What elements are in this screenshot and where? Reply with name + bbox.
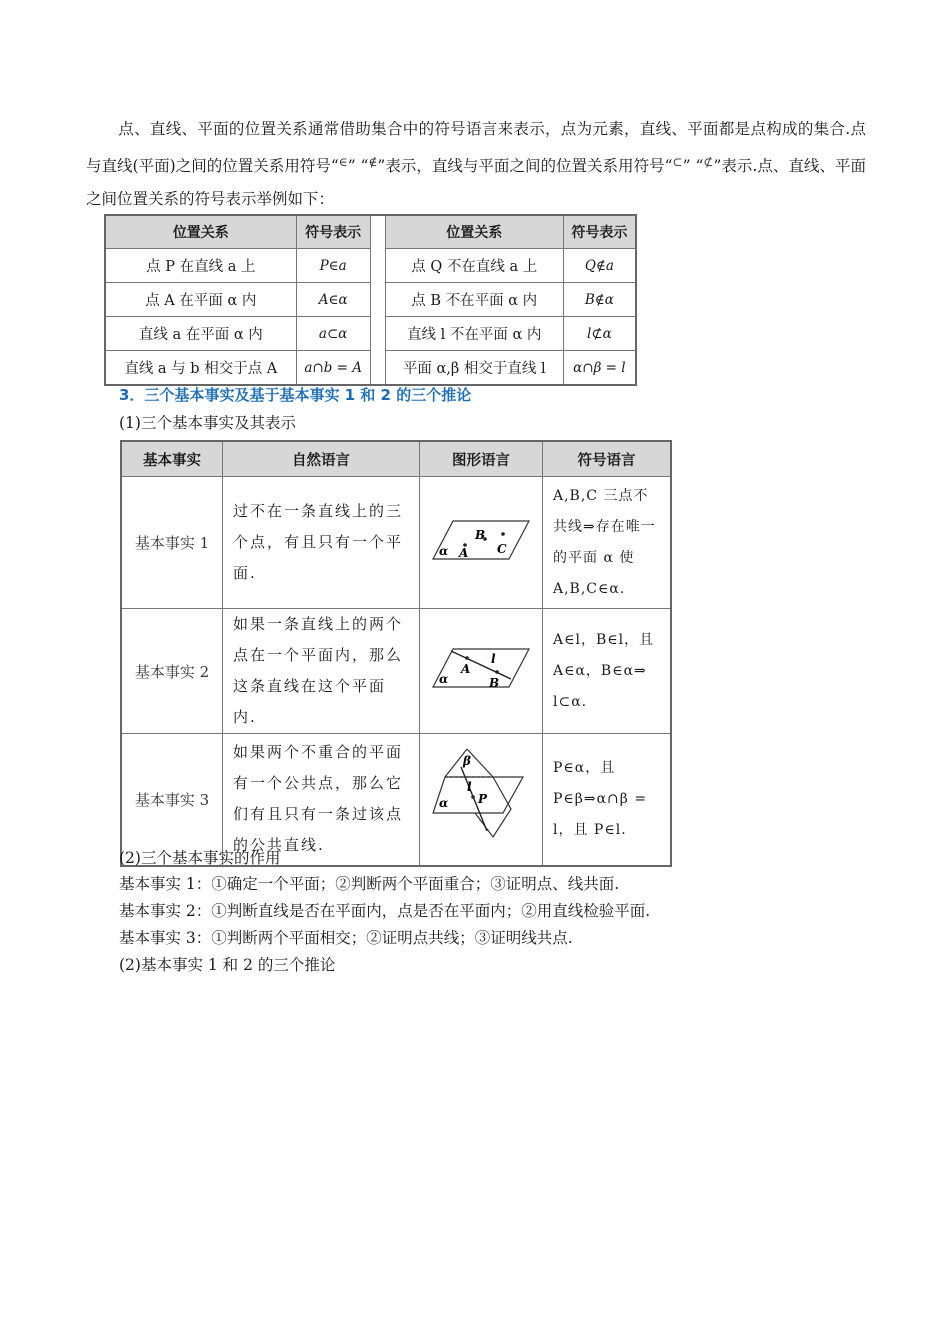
cell-natural: 如果一条直线上的两个点在一个平面内，那么这条直线在这个平面内. (223, 609, 420, 734)
cell-symbol: l⊄α (563, 317, 636, 351)
table-header-row (121, 441, 671, 477)
header-relation-right: 位置关系 (385, 215, 563, 249)
cell-figure (420, 734, 543, 866)
cell-fact-name: 基本事实 1 (121, 477, 223, 609)
table-row (121, 609, 671, 734)
cell-symbol: P∈a (296, 249, 370, 283)
intro-text-1: 点、直线、平面的位置关系通常借助集合中的符号语言来表示，点为元素，直线、平面都是点构成的集合.点与直线(平面)之间的位置关系用符号“ (86, 120, 866, 175)
intro-text-2: ” “ (347, 157, 369, 175)
intro-text-3: ”表示，直线与平面之间的位置关系用符号“ (377, 157, 673, 175)
cell-figure (420, 477, 543, 609)
header-symbol-left: 符号表示 (296, 215, 370, 249)
header-symbol-right: 符号表示 (563, 215, 636, 249)
label-l: l (467, 780, 472, 795)
cell-relation: 点 Q 不在直线 a 上 (385, 249, 563, 283)
cell-relation: 直线 a 在平面 α 内 (105, 317, 296, 351)
cell-symbol: B∉α (563, 283, 636, 317)
intro-paragraph (86, 113, 866, 216)
use-line-fact2: 基本事实 2：①判断直线是否在平面内，点是否在平面内；②用直线检验平面. (119, 902, 651, 920)
intro-text-4: ” “ (682, 157, 704, 175)
label-beta: β (463, 754, 471, 769)
cell-relation: 直线 a 与 b 相交于点 A (105, 351, 296, 386)
subheading-uses: (2)三个基本事实的作用 (119, 849, 281, 867)
table-row (121, 477, 671, 609)
plane-three-points-figure (431, 511, 531, 571)
cell-symbol-statement: A,B,C 三点不共线⇒存在唯一的平面 α 使 A,B,C∈α. (543, 477, 672, 609)
label-B: B (475, 527, 486, 542)
use-line-fact1: 基本事实 1：①确定一个平面；②判断两个平面重合；③证明点、线共面. (119, 875, 620, 893)
section-heading: 3．三个基本事实及基于基本事实 1 和 2 的三个推论 (119, 386, 472, 404)
header-graphic-language: 图形语言 (420, 441, 543, 477)
cell-relation: 点 P 在直线 a 上 (105, 249, 296, 283)
subheading-facts: (1)三个基本事实及其表示 (119, 414, 296, 432)
cell-symbol-statement: A∈l，B∈l，且 A∈α，B∈α⇒ l⊂α. (543, 609, 672, 734)
header-fact: 基本事实 (121, 441, 223, 477)
cell-natural: 过不在一条直线上的三个点，有且只有一个平面. (223, 477, 420, 609)
cell-symbol: a∩b = A (296, 351, 370, 386)
symbol-subset: ⊂ (672, 155, 683, 169)
cell-symbol: A∈α (296, 283, 370, 317)
label-P: P (478, 792, 488, 807)
label-alpha: α (439, 543, 449, 558)
header-natural-language: 自然语言 (223, 441, 420, 477)
cell-figure (420, 609, 543, 734)
cell-symbol-statement: P∈α，且 P∈β⇒α∩β = l，且 P∈l. (543, 734, 672, 866)
label-A: A (461, 662, 471, 676)
cell-fact-name: 基本事实 3 (121, 734, 223, 866)
line-in-plane-figure (431, 639, 531, 699)
cell-natural: 如果两个不重合的平面有一个公共点，那么它们有且只有一条过该点的公共直线. (223, 734, 420, 866)
cell-relation: 点 A 在平面 α 内 (105, 283, 296, 317)
label-B: B (489, 676, 500, 690)
header-symbol-language: 符号语言 (543, 441, 672, 477)
intro-text-5: ”表示.点、直线、平面之间位置关系的符号表示举例如下： (86, 157, 866, 208)
basic-facts-table (120, 440, 672, 867)
cell-symbol: α∩β = l (563, 351, 636, 386)
table-header-row (105, 215, 636, 249)
symbol-not-subset: ⊄ (703, 155, 714, 169)
position-relation-table (104, 214, 637, 386)
label-alpha: α (439, 796, 449, 811)
use-line-fact3: 基本事实 3：①判断两个平面相交；②证明点共线；③证明线共点. (119, 929, 573, 947)
cell-relation: 平面 α,β 相交于直线 l (385, 351, 563, 386)
symbol-in: ∈ (338, 155, 348, 169)
cell-fact-name: 基本事实 2 (121, 609, 223, 734)
cell-relation: 点 B 不在平面 α 内 (385, 283, 563, 317)
symbol-not-in: ∉ (368, 155, 378, 169)
header-relation-left: 位置关系 (105, 215, 296, 249)
cell-symbol: a⊂α (296, 317, 370, 351)
cell-relation: 直线 l 不在平面 α 内 (385, 317, 563, 351)
label-l: l (491, 652, 496, 666)
label-C: C (497, 541, 507, 556)
two-planes-intersect-figure (431, 747, 531, 847)
label-alpha: α (439, 672, 449, 686)
cell-symbol: Q∉a (563, 249, 636, 283)
label-A: A (459, 545, 469, 560)
table-gap (370, 215, 385, 385)
subheading-corollaries: (2)基本事实 1 和 2 的三个推论 (119, 956, 336, 974)
